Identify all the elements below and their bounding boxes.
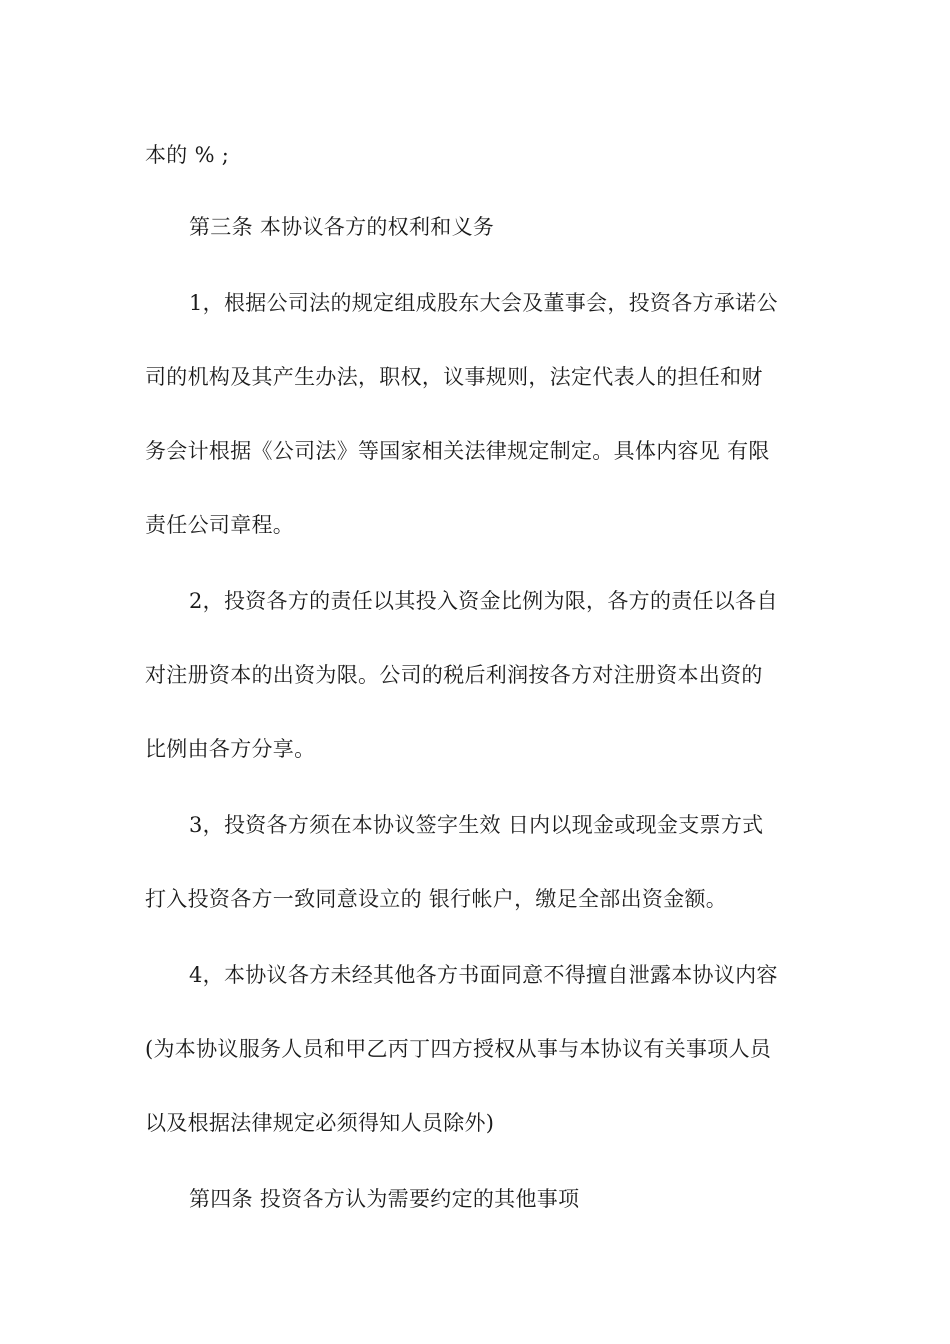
text-line: 本的 % ;	[145, 143, 230, 167]
text-line: 1，根据公司法的规定组成股东大会及董事会，投资各方承诺公	[189, 291, 778, 315]
text-line: 2，投资各方的责任以其投入资金比例为限，各方的责任以各自	[189, 589, 778, 613]
text-line: 3，投资各方须在本协议签字生效 日内以现金或现金支票方式	[189, 813, 764, 837]
section-heading-3: 第三条 本协议各方的权利和义务	[189, 215, 495, 239]
text-line: 司的机构及其产生办法，职权，议事规则，法定代表人的担任和财	[145, 365, 763, 389]
text-line: 务会计根据《公司法》等国家相关法律规定制定。具体内容见 有限	[145, 439, 770, 463]
text-line: (为本协议服务人员和甲乙丙丁四方授权从事与本协议有关事项人员	[145, 1037, 772, 1061]
text-line: 比例由各方分享。	[145, 737, 316, 761]
text-line: 对注册资本的出资为限。公司的税后利润按各方对注册资本出资的	[145, 663, 763, 687]
section-heading-4: 第四条 投资各方认为需要约定的其他事项	[189, 1187, 580, 1211]
text-line: 责任公司章程。	[145, 513, 295, 537]
text-line: 4，本协议各方未经其他各方书面同意不得擅自泄露本协议内容	[189, 963, 778, 987]
text-line: 以及根据法律规定必须得知人员除外)	[145, 1111, 495, 1135]
text-line: 打入投资各方一致同意设立的 银行帐户，缴足全部出资金额。	[145, 887, 728, 911]
